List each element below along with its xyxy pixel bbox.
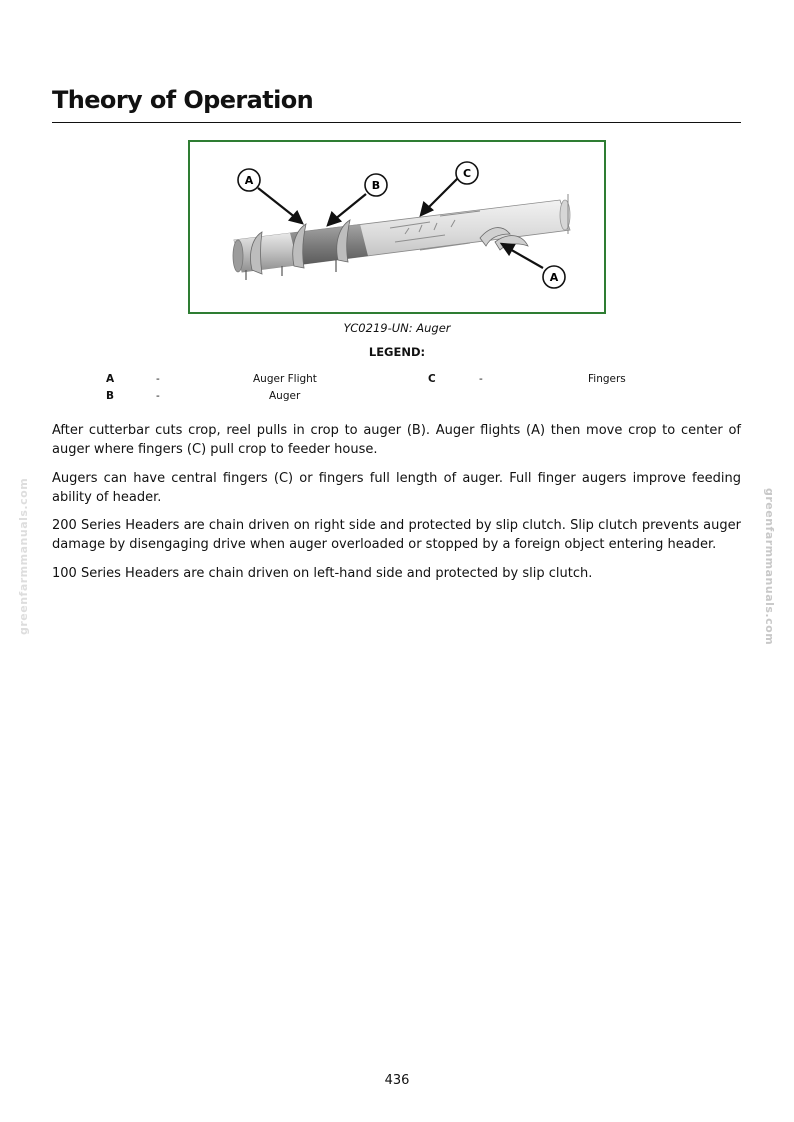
callout-a-top <box>238 169 260 191</box>
legend-text-fingers: Fingers <box>588 373 626 385</box>
watermark-left: greenfarmmanuals.com <box>17 477 30 635</box>
svg-text:A: A <box>549 271 559 284</box>
legend-dash-c: - <box>479 373 483 385</box>
legend-text-auger-flight: Auger Flight <box>253 373 317 385</box>
auger-tube <box>233 194 570 272</box>
watermark-right: greenfarmmanuals.com <box>763 488 776 646</box>
figure-caption: YC0219-UN: Auger <box>343 321 451 335</box>
legend-letter-b: B <box>106 390 115 402</box>
paragraph: Augers can have central fingers (C) or fingers full length of auger. Full finger augers improve feeding ability of header. <box>52 470 741 505</box>
svg-text:A: A <box>244 174 254 187</box>
body-text <box>52 421 741 592</box>
legend-letter-a: A <box>106 373 115 385</box>
svg-text:C: C <box>462 167 472 180</box>
callout-c <box>456 162 478 184</box>
paragraph: After cutterbar cuts crop, reel pulls in crop to auger (B). Auger flights (A) then move crop to center of auger where fingers (C) pull crop to feeder house. <box>52 423 741 457</box>
title-divider <box>52 122 741 123</box>
svg-text:B: B <box>371 179 381 192</box>
legend-dash-a: - <box>156 373 160 385</box>
paragraph: 200 Series Headers are chain driven on right side and protected by slip clutch. Slip clutch prevents auger damage by disengaging drive when auger overloaded or stopped by a foreign object entering header. <box>52 518 741 552</box>
callout-a-bottom <box>543 266 565 288</box>
legend-heading: LEGEND: <box>368 345 426 359</box>
paragraph: 100 Series Headers are chain driven on left-hand side and protected by slip clutch. <box>52 565 593 581</box>
callout-b <box>365 174 387 196</box>
page-number: 436 <box>384 1073 410 1088</box>
legend-letter-c: C <box>428 373 436 385</box>
auger-figure <box>188 140 606 314</box>
auger-illustration <box>190 142 604 312</box>
legend-dash-b: - <box>156 390 160 402</box>
page-title: Theory of Operation <box>52 86 314 114</box>
legend-text-auger: Auger <box>269 390 301 402</box>
